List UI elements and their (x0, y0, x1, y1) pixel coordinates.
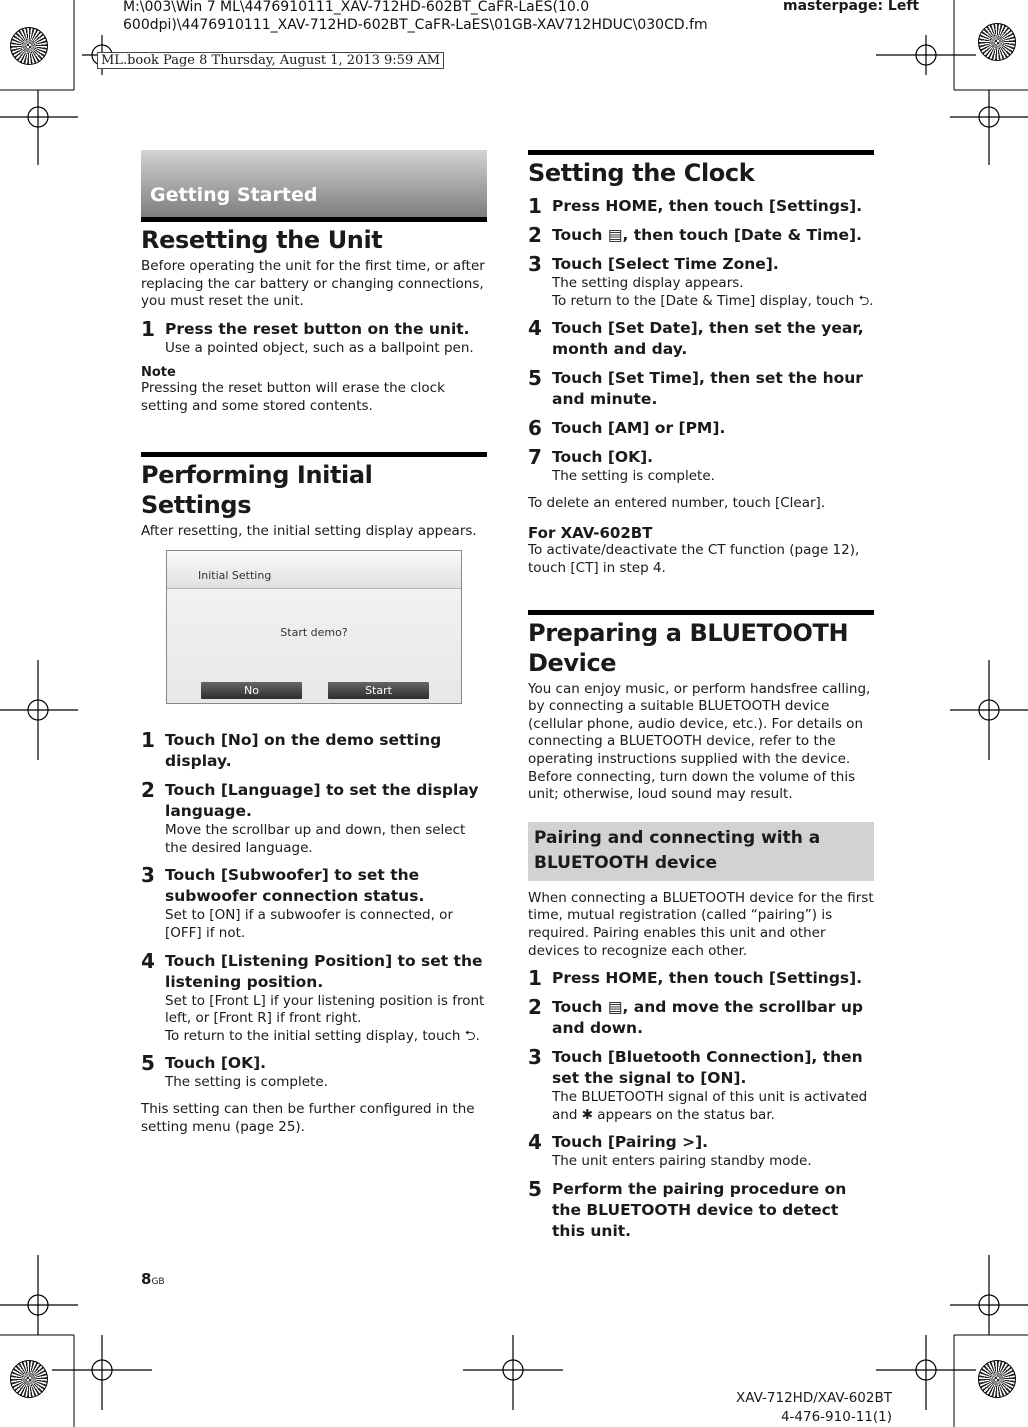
clock-heading: Setting the Clock (528, 159, 755, 187)
start-button: Start (328, 682, 429, 699)
list-item (528, 318, 874, 360)
step-desc: The setting is complete. (165, 1074, 328, 1091)
initial-outro: This setting can then be further configured in the setting menu (page 25). (141, 1100, 475, 1135)
step-label: Touch [Language] to set the display language. (165, 781, 479, 821)
step-number: 7 (528, 445, 542, 470)
list-item (141, 316, 487, 358)
xav602-heading: For XAV-602BT (528, 524, 653, 543)
list-item (528, 368, 874, 410)
list-item (528, 968, 874, 989)
step-label: Touch [Bluetooth Connection], then set the signal to [ON]. (552, 1048, 863, 1088)
step-label: Touch [OK]. (165, 1054, 267, 1073)
step-number: 4 (141, 948, 155, 973)
step-label: Touch [No] on the demo setting display. (165, 731, 442, 771)
step-number: 3 (528, 252, 542, 276)
step-desc: The setting is complete. (552, 468, 715, 485)
reset-intro: Before operating the unit for the first time, or after replacing the car battery or changing connections, you must reset the unit. (141, 258, 485, 310)
step-number: 1 (528, 194, 542, 218)
page-number-value: 8 (141, 1270, 152, 1288)
step-number: 5 (141, 1051, 155, 1076)
list-item (141, 948, 487, 1046)
step-number: 5 (528, 366, 542, 391)
step-label: Touch [Pairing >]. (552, 1133, 709, 1152)
step-number: 1 (141, 316, 155, 341)
note-text: Pressing the reset button will erase the clock setting and some stored contents. (141, 380, 445, 414)
page-number (141, 1270, 165, 1288)
pairing-heading: Pairing and connecting with a BLUETOOTH device (534, 827, 821, 873)
step-desc: Set to [ON] if a subwoofer is connected, or [OFF] if not. (165, 907, 453, 941)
step-label: Touch ▤, then touch [Date & Time]. (552, 226, 863, 244)
step-number: 6 (528, 416, 542, 441)
heading-rule (141, 217, 487, 222)
step-desc: Set to [Front L] if your listening position is front left, or [Front R] if front right. To return to the initial setting display, touch ⮌. (165, 992, 485, 1044)
step-label: Press the reset button on the unit. (165, 319, 470, 338)
list-item (528, 1047, 874, 1124)
step-desc: The setting display appears. To return to the [Date & Time] display, touch ⮌. (552, 275, 874, 309)
list-item (528, 418, 874, 439)
step-label: Touch [Select Time Zone]. (552, 255, 779, 273)
step-number: 2 (528, 995, 542, 1020)
step-number: 4 (528, 316, 542, 341)
step-number: 1 (141, 728, 155, 753)
step-number: 3 (528, 1045, 542, 1070)
model-name: XAV-712HD/XAV-602BT (735, 1390, 892, 1406)
file-path: M:\003\Win 7 ML\4476910111_XAV-712HD-602BT_CaFR-LaES(10.0 600dpi)\4476910111_XAV-712HD-602BT_CaFR-LaES\01GB-XAV712HDUC\030CD.fm (123, 0, 708, 33)
initial-setting-screenshot (166, 550, 462, 704)
step-number: 2 (141, 778, 155, 803)
initial-heading: Performing Initial Settings (141, 460, 373, 519)
list-item (528, 254, 874, 310)
doc-code: 4-476-910-11(1) (780, 1409, 892, 1425)
step-label: Touch [OK]. (552, 448, 654, 467)
step-number: 3 (141, 863, 155, 888)
note-heading: Note (141, 365, 176, 381)
list-item (528, 1176, 874, 1242)
pairing-intro: When connecting a BLUETOOTH device for the first time, mutual registration (called “pairing”) is required. Pairing enables this unit and other devices to recognize each other. (528, 889, 874, 959)
heading-rule (141, 452, 487, 457)
step-desc: The BLUETOOTH signal of this unit is activated and ✱ appears on the status bar. (552, 1089, 868, 1123)
reset-heading: Resetting the Unit (141, 226, 383, 254)
pairing-heading-box (528, 822, 874, 881)
step-label: Touch ▤, and move the scrollbar up and down. (552, 998, 863, 1038)
left-column (141, 150, 487, 1136)
list-item (141, 865, 487, 942)
no-button: No (201, 682, 302, 699)
clock-after: To delete an entered number, touch [Clear]. (528, 494, 826, 511)
screen-question: Start demo? (280, 626, 348, 640)
initial-intro: After resetting, the initial setting display appears. (141, 522, 477, 539)
step-label: Touch [Set Time], then set the hour and minute. (552, 369, 863, 409)
heading-rule (528, 150, 874, 155)
bluetooth-heading: Preparing a BLUETOOTH Device (528, 618, 849, 677)
page-number-suffix: GB (151, 1277, 165, 1287)
xav602-text: To activate/deactivate the CT function (page 12), touch [CT] in step 4. (528, 542, 860, 576)
list-item (528, 225, 874, 246)
section-band-label: Getting Started (150, 184, 318, 206)
list-item (528, 1132, 874, 1171)
step-label: Press HOME, then touch [Settings]. (552, 197, 863, 215)
step-label: Touch [AM] or [PM]. (552, 419, 726, 438)
list-item (528, 997, 874, 1039)
step-desc: Move the scrollbar up and down, then select the desired language. (165, 822, 466, 856)
step-desc: Use a pointed object, such as a ballpoint pen. (165, 339, 474, 356)
list-item (528, 196, 874, 217)
screen-title: Initial Setting (198, 569, 272, 583)
step-desc: The unit enters pairing standby mode. (552, 1153, 812, 1170)
step-number: 5 (528, 1176, 542, 1201)
step-label: Touch [Set Date], then set the year, month and day. (552, 319, 864, 359)
list-item (528, 447, 874, 486)
step-label: Touch [Listening Position] to set the listening position. (165, 951, 483, 991)
step-label: Press HOME, then touch [Settings]. (552, 969, 863, 988)
step-label: Touch [Subwoofer] to set the subwoofer connection status. (165, 866, 425, 906)
right-column (528, 150, 874, 1242)
bluetooth-intro: You can enjoy music, or perform handsfree calling, by connecting a suitable BLUETOOTH device (cellular phone, audio device, etc.). For details on connecting a BLUETOOTH device, refer to the operating instructions supplied with the device. Before connecting, turn down the volume of this unit; otherwise, loud sound may result. (528, 680, 871, 803)
section-band (141, 150, 487, 217)
model-info (736, 1389, 892, 1427)
step-number: 2 (528, 223, 542, 247)
list-item (141, 730, 487, 772)
list-item (141, 1053, 487, 1092)
list-item (141, 780, 487, 857)
step-number: 1 (528, 966, 542, 991)
step-label: Perform the pairing procedure on the BLUETOOTH device to detect this unit. (552, 1179, 847, 1240)
masterpage-label: masterpage: Left (783, 0, 920, 14)
heading-rule (528, 610, 874, 615)
book-info: ML.book Page 8 Thursday, August 1, 2013 9:59 AM (97, 52, 444, 69)
step-number: 4 (528, 1130, 542, 1155)
